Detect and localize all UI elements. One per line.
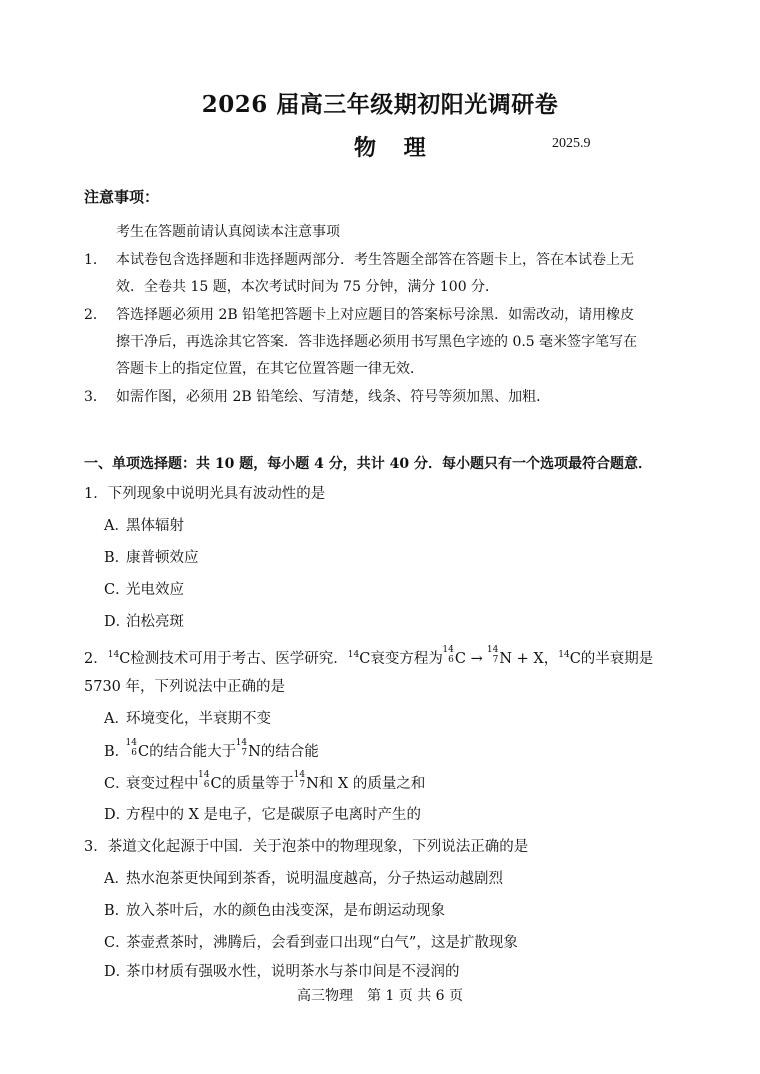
question-2-stem-cont: 5730 年，下列说法中正确的是 — [84, 679, 286, 695]
section-heading: 一、单项选择题：共 10 题，每小题 4 分，共计 40 分．每小题只有一个选项最符合题意． — [84, 456, 652, 472]
notice-heading: 注意事项： — [84, 188, 160, 206]
question-1-stem: 1．下列现象中说明光具有波动性的是 — [84, 486, 326, 502]
notice-item-number: 1． — [84, 252, 107, 268]
notice-item-number: 3． — [84, 389, 107, 405]
notice-item-line: 答选择题必须用 2B 铅笔把答题卡上对应题目的答案标号涂黑．如需改动，请用橡皮 — [116, 307, 635, 323]
question-3-option-d: D．茶巾材质有强吸水性，说明茶水与茶巾间是不浸润的 — [104, 964, 460, 980]
exam-title: 2026 届高三年级期初阳光调研卷 — [201, 91, 559, 118]
isotope-notation: 14 7 — [235, 738, 248, 758]
page-footer: 高三物理 第 1 页 共 6 页 — [296, 988, 464, 1004]
notice-item-number: 2． — [84, 307, 107, 323]
isotope-notation: 14 6 — [198, 770, 210, 790]
question-1-option-b: B．康普顿效应 — [104, 550, 199, 566]
notice-item-line: 擦干净后，再选涂其它答案．答非选择题必须用书写黑色字迹的 0.5 毫米签字笔写在 — [116, 334, 638, 350]
subject-title: 物 理 — [354, 135, 436, 161]
isotope-notation: 14 7 — [486, 645, 499, 665]
question-1-option-d: D．泊松亮斑 — [104, 614, 184, 630]
question-3-stem: 3．茶道文化起源于中国．关于泡茶中的物理现象，下列说法正确的是 — [84, 839, 529, 855]
notice-item-line: 答题卡上的指定位置，在其它位置答题一律无效． — [116, 361, 424, 377]
notice-item-line: 效．全卷共 15 题，本次考试时间为 75 分钟，满分 100 分． — [116, 279, 500, 295]
notice-item-line: 本试卷包含选择题和非选择题两部分．考生答题全部答在答题卡上，答在本试卷上无 — [116, 252, 634, 268]
isotope-notation: 14 7 — [293, 770, 306, 790]
question-3-option-c: C．茶壶煮茶时，沸腾后，会看到壶口出现“白气”，这是扩散现象 — [104, 935, 518, 951]
notice-intro: 考生在答题前请认真阅读本注意事项 — [116, 224, 340, 240]
notice-item-line: 如需作图，必须用 2B 铅笔绘、写清楚，线条、符号等须加黑、加粗． — [116, 389, 551, 405]
question-1-option-c: C．光电效应 — [104, 582, 184, 598]
question-2-option-a: A．环境变化，半衰期不变 — [104, 711, 271, 727]
question-3-option-b: B．放入茶叶后，水的颜色由浅变深，是布朗运动现象 — [104, 903, 445, 919]
question-2-option-d: D．方程中的 X 是电子，它是碳原子电离时产生的 — [104, 807, 422, 823]
isotope-notation: 14 6 — [125, 738, 137, 758]
question-1-option-a: A．黑体辐射 — [104, 518, 184, 534]
isotope-notation: 14 6 — [442, 645, 454, 665]
question-2-option-b: B． 14 6 C的结合能大于 14 7 N的结合能 — [104, 738, 319, 760]
exam-date: 2025.9 — [552, 136, 591, 151]
question-2-stem: 2．$^{14}$C检测技术可用于考古、医学研究．$^{14}$C衰变方程为 14 6 C → 14 7 N + X，$^{14}$C的半衰期是 — [84, 645, 654, 667]
question-2-option-c: C．衰变过程中 14 6 C的质量等于 14 7 N和 X 的质量之和 — [104, 770, 426, 792]
question-3-option-a: A．热水泡茶更快闻到茶香，说明温度越高，分子热运动越剧烈 — [104, 871, 503, 887]
